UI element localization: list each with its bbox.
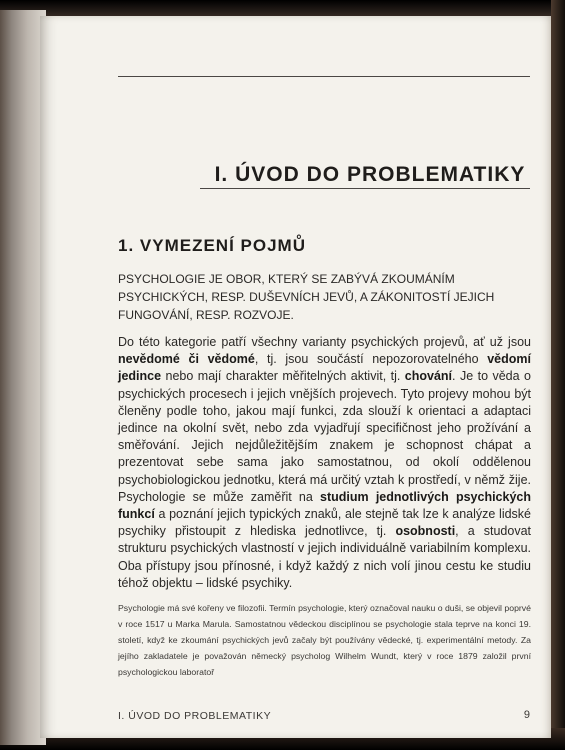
side-note: Psychologie má své kořeny ve filozofii. Termín psychologie, který označoval nauku o duši, se objevil poprvé v roce 1517 u Marka Marula. Samostatnou vědeckou disciplínou se psychologie stala teprve na konci 19. století, když ke zkoumání psychických jevů začaly být používány vědecké, tj. experimentální metody. Za jejího zakladatele je považován německý psycholog Wilhelm Wundt, který v roce 1879 založil první psychologickou laboratoř — [118, 603, 531, 677]
body-text: , a studovat strukturu psychických vlastností v jejich individuálně variabilním komplexu. Oba přístupy jsou přínosné, i když každý z nich volí jinou cestu ke studiu téhož objektu – lidské psychiky. — [118, 524, 531, 590]
book-page — [40, 16, 551, 738]
top-rule — [118, 76, 530, 77]
running-head: I. ÚVOD DO PROBLEMATIKY — [118, 710, 272, 722]
bold-term: studium jednotlivých psychických funkcí — [118, 489, 532, 522]
body-text: Do této kategorie patří všechny varianty psychických projevů, ať už jsou — [118, 335, 531, 349]
chapter-title: I. ÚVOD DO PROBLEMATIKY — [214, 163, 526, 186]
bold-term: vědomí jedince — [118, 352, 531, 384]
bold-term: osobnosti — [395, 524, 456, 539]
section-title: 1. VYMEZENÍ POJMŮ — [118, 236, 306, 255]
body-paragraph — [118, 334, 531, 592]
body-text: . Je to věda o psychických procesech i jejich vnějších projevech. Tyto projevy mohou být členěny podle toho, jakou mají funkci, zda slouží k orientaci a adaptaci jedince na okolní svět, nebo zda vyjadřují specifičnost jeho prožívání a směřování. Jejich nejdůležitějším znakem je schopnost chápat a prezentovat sebe sama jako samostatnou, od okolí oddělenou psychobiologickou jednotku, která má určitý vztah k prostředí, v němž žije. Psychologie se může zaměřit na — [118, 369, 531, 504]
bold-term: nevědomé či vědomé — [118, 352, 255, 367]
body-text: nebo mají charakter měřitelných aktivit, tj. — [161, 369, 405, 384]
page-number: 9 — [523, 709, 530, 721]
chapter-rule — [200, 188, 530, 189]
bold-term: chování — [404, 369, 453, 384]
body-text: a poznání jejich typických znaků, ale stejně tak lze k analýze lidské psychiky přistoupit z hlediska jednotlivce, tj. — [118, 507, 531, 539]
book-frame-right — [551, 0, 565, 750]
intro-paragraph: PSYCHOLOGIE JE OBOR, KTERÝ SE ZABÝVÁ ZKOUMÁNÍM PSYCHICKÝCH, RESP. DUŠEVNÍCH JEVŮ, A ZÁKONITOSTÍ JEJICH FUNGOVÁNÍ, RESP. ROZVOJE. — [118, 272, 495, 322]
body-text: , tj. jsou součástí nepozorovatelného — [254, 352, 488, 367]
